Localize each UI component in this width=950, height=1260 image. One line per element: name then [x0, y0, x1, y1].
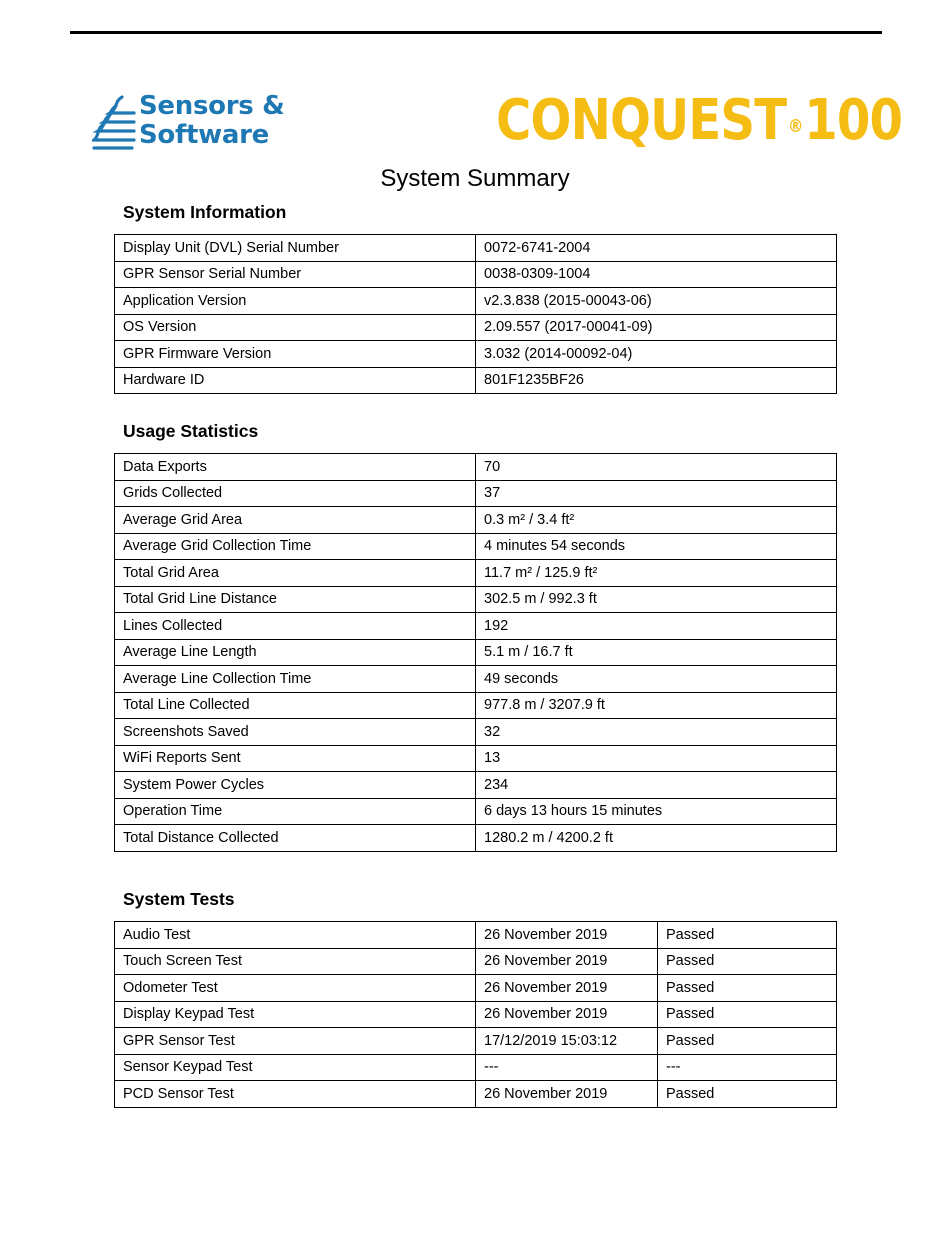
row-value: 977.8 m / 3207.9 ft: [476, 692, 837, 719]
table-row: [115, 1054, 837, 1081]
test-date: 26 November 2019: [476, 922, 658, 949]
row-label: Display Unit (DVL) Serial Number: [115, 235, 476, 262]
test-date: 26 November 2019: [476, 1081, 658, 1108]
row-value: 49 seconds: [476, 666, 837, 693]
row-value: 234: [476, 772, 837, 799]
usage-statistics-heading: Usage Statistics: [123, 421, 259, 441]
test-date: 17/12/2019 15:03:12: [476, 1028, 658, 1055]
conquest-logo: [496, 88, 902, 154]
row-label: Lines Collected: [115, 613, 476, 640]
row-label: Average Grid Collection Time: [115, 533, 476, 560]
row-label: Grids Collected: [115, 480, 476, 507]
test-name: Audio Test: [115, 922, 476, 949]
row-value: 192: [476, 613, 837, 640]
test-date: 26 November 2019: [476, 975, 658, 1002]
test-name: Odometer Test: [115, 975, 476, 1002]
test-date: 26 November 2019: [476, 1001, 658, 1028]
row-value: 3.032 (2014-00092-04): [476, 341, 837, 368]
row-value: 70: [476, 454, 837, 481]
registered-mark: ®: [787, 116, 803, 137]
row-label: Average Line Collection Time: [115, 666, 476, 693]
table-row: [115, 825, 837, 852]
test-result: Passed: [658, 948, 837, 975]
table-row: [115, 560, 837, 587]
row-label: Total Grid Area: [115, 560, 476, 587]
wave-logo-icon: [92, 94, 138, 152]
table-row: [115, 745, 837, 772]
test-name: Display Keypad Test: [115, 1001, 476, 1028]
row-label: Average Line Length: [115, 639, 476, 666]
test-result: Passed: [658, 922, 837, 949]
page-title: System Summary: [380, 165, 570, 192]
row-value: 0038-0309-1004: [476, 261, 837, 288]
row-value: 1280.2 m / 4200.2 ft: [476, 825, 837, 852]
row-value: 0072-6741-2004: [476, 235, 837, 262]
top-rule: [70, 31, 882, 34]
table-row: [115, 719, 837, 746]
row-value: 13: [476, 745, 837, 772]
row-label: Average Grid Area: [115, 507, 476, 534]
row-value: 5.1 m / 16.7 ft: [476, 639, 837, 666]
row-value: 0.3 m² / 3.4 ft²: [476, 507, 837, 534]
test-name: Touch Screen Test: [115, 948, 476, 975]
row-value: v2.3.838 (2015-00043-06): [476, 288, 837, 315]
table-row: [115, 480, 837, 507]
test-result: Passed: [658, 975, 837, 1002]
row-value: 37: [476, 480, 837, 507]
company-name-line1: Sensors &: [139, 91, 285, 121]
row-label: WiFi Reports Sent: [115, 745, 476, 772]
test-result: Passed: [658, 1001, 837, 1028]
table-row: [115, 975, 837, 1002]
table-row: [115, 454, 837, 481]
table-row: [115, 948, 837, 975]
row-value: 4 minutes 54 seconds: [476, 533, 837, 560]
row-value: 6 days 13 hours 15 minutes: [476, 798, 837, 825]
table-row: [115, 367, 837, 394]
table-row: [115, 586, 837, 613]
row-label: Total Distance Collected: [115, 825, 476, 852]
row-value: 11.7 m² / 125.9 ft²: [476, 560, 837, 587]
row-value: 302.5 m / 992.3 ft: [476, 586, 837, 613]
system-tests-heading: System Tests: [123, 889, 235, 909]
table-row: [115, 922, 837, 949]
row-label: Total Line Collected: [115, 692, 476, 719]
row-value: 32: [476, 719, 837, 746]
row-label: Total Grid Line Distance: [115, 586, 476, 613]
table-row: [115, 692, 837, 719]
test-result: Passed: [658, 1081, 837, 1108]
row-label: Screenshots Saved: [115, 719, 476, 746]
table-row: [115, 533, 837, 560]
system-information-table: [114, 234, 837, 394]
table-row: [115, 235, 837, 262]
table-row: [115, 1001, 837, 1028]
table-row: [115, 639, 837, 666]
row-label: Operation Time: [115, 798, 476, 825]
row-label: GPR Sensor Serial Number: [115, 261, 476, 288]
row-value: 2.09.557 (2017-00041-09): [476, 314, 837, 341]
test-name: PCD Sensor Test: [115, 1081, 476, 1108]
company-name: [139, 92, 285, 150]
row-label: Hardware ID: [115, 367, 476, 394]
table-row: [115, 314, 837, 341]
test-result: ---: [658, 1054, 837, 1081]
system-tests-table: [114, 921, 837, 1108]
row-label: Application Version: [115, 288, 476, 315]
test-result: Passed: [658, 1028, 837, 1055]
table-row: [115, 1028, 837, 1055]
table-row: [115, 613, 837, 640]
product-number: 100: [804, 88, 903, 153]
table-row: [115, 798, 837, 825]
table-row: [115, 288, 837, 315]
row-label: System Power Cycles: [115, 772, 476, 799]
row-label: GPR Firmware Version: [115, 341, 476, 368]
table-row: [115, 341, 837, 368]
table-row: [115, 772, 837, 799]
test-date: ---: [476, 1054, 658, 1081]
test-name: GPR Sensor Test: [115, 1028, 476, 1055]
system-information-heading: System Information: [123, 202, 287, 222]
test-name: Sensor Keypad Test: [115, 1054, 476, 1081]
row-value: 801F1235BF26: [476, 367, 837, 394]
usage-statistics-table: [114, 453, 837, 852]
product-name: CONQUEST: [496, 88, 787, 153]
sensors-software-logo: [92, 92, 292, 154]
row-label: Data Exports: [115, 454, 476, 481]
row-label: OS Version: [115, 314, 476, 341]
test-date: 26 November 2019: [476, 948, 658, 975]
company-name-line2: Software: [139, 120, 269, 150]
table-row: [115, 1081, 837, 1108]
table-row: [115, 507, 837, 534]
table-row: [115, 261, 837, 288]
table-row: [115, 666, 837, 693]
